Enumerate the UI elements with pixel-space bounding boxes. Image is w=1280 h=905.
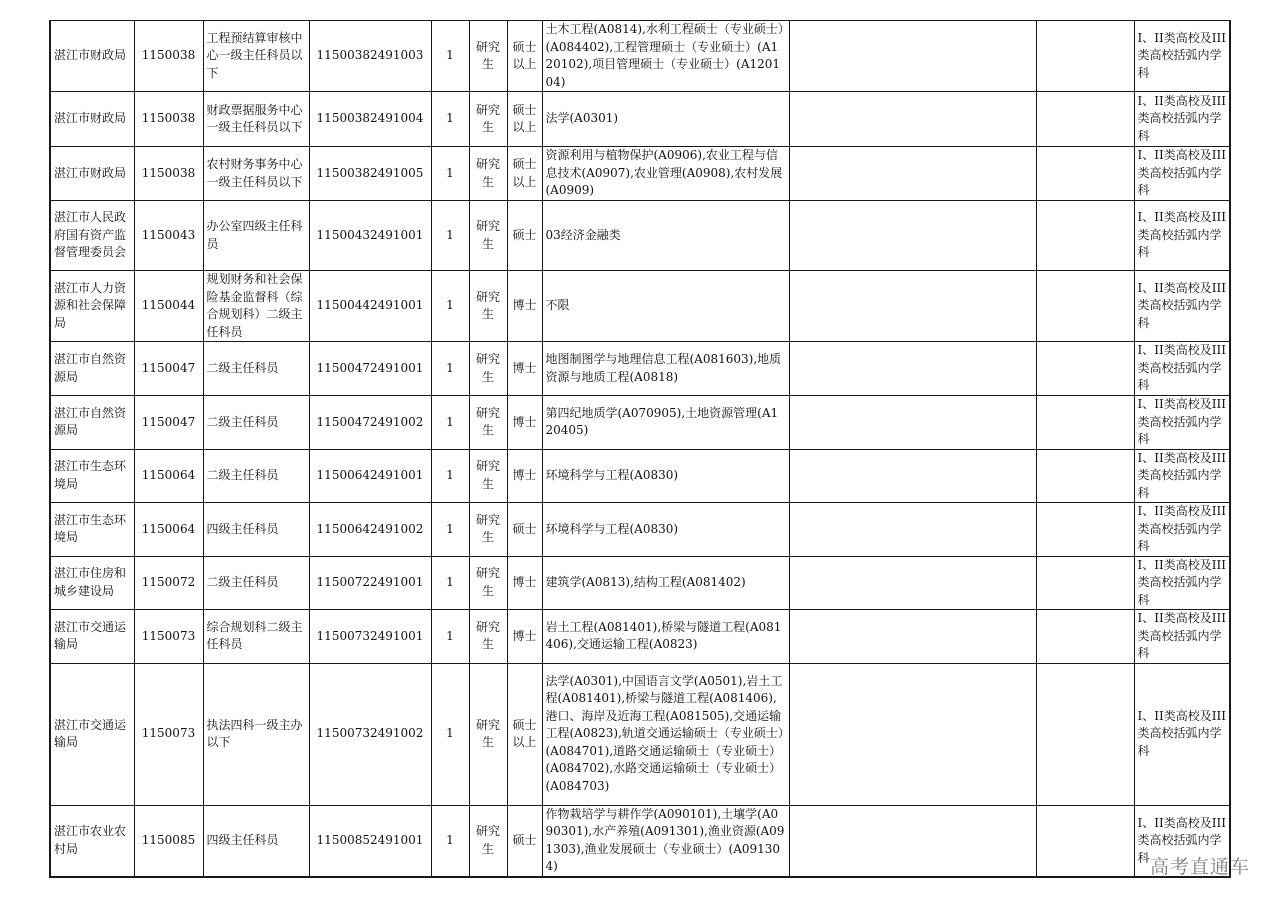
education-cell: 研究生 [469,92,507,147]
degree-cell: 博士 [507,271,542,342]
school-category-cell: I、II类高校及III类高校括弧内学科 [1134,805,1230,877]
school-category-cell: I、II类高校及III类高校括弧内学科 [1134,449,1230,503]
hire-count-cell: 1 [431,201,469,271]
post-code-cell: 11500382491005 [309,147,431,201]
school-category-cell: I、II类高校及III类高校括弧内学科 [1134,503,1230,557]
school-category-cell: I、II类高校及III类高校括弧内学科 [1134,201,1230,271]
post-code-cell: 11500642491002 [309,503,431,557]
extra-cell [1036,805,1134,877]
table-row [50,449,1230,503]
unit-code-cell: 1150043 [134,201,203,271]
post-code-cell: 11500732491001 [309,610,431,664]
department-cell: 湛江市农业农村局 [50,805,134,877]
department-cell: 湛江市财政局 [50,92,134,147]
major-cell: 第四纪地质学(A070905),土地资源管理(A120405) [542,396,789,450]
education-cell: 研究生 [469,147,507,201]
extra-cell [1036,503,1134,557]
post-code-cell: 11500642491001 [309,449,431,503]
position-cell: 二级主任科员 [203,342,309,396]
watermark-text: 高考直通车 [1149,856,1250,878]
unit-code-cell: 1150073 [134,663,203,805]
degree-cell: 博士 [507,396,542,450]
degree-cell: 硕士 [507,503,542,557]
table-row [50,805,1230,877]
extra-cell [1036,556,1134,610]
position-cell: 工程预结算审核中心一级主任科员以下 [203,21,309,92]
unit-code-cell: 1150072 [134,556,203,610]
department-cell: 湛江市交通运输局 [50,663,134,805]
education-cell: 研究生 [469,663,507,805]
position-cell: 综合规划科二级主任科员 [203,610,309,664]
table-row [50,396,1230,450]
position-cell: 财政票据服务中心一级主任科员以下 [203,92,309,147]
hire-count-cell: 1 [431,503,469,557]
table-row [50,21,1230,92]
school-category-cell: I、II类高校及III类高校括弧内学科 [1134,92,1230,147]
school-category-cell: I、II类高校及III类高校括弧内学科 [1134,610,1230,664]
education-cell: 研究生 [469,342,507,396]
position-cell: 二级主任科员 [203,396,309,450]
major-cell: 环境科学与工程(A0830) [542,503,789,557]
major-cell: 作物栽培学与耕作学(A090101),土壤学(A090301),水产养殖(A091301),渔业资源(A091303),渔业发展硕士（专业硕士）(A091304) [542,805,789,877]
degree-cell: 硕士以上 [507,92,542,147]
other-requirement-cell [789,396,1036,450]
unit-code-cell: 1150064 [134,503,203,557]
unit-code-cell: 1150038 [134,21,203,92]
degree-cell: 硕士以上 [507,663,542,805]
education-cell: 研究生 [469,805,507,877]
extra-cell [1036,92,1134,147]
department-cell: 湛江市自然资源局 [50,342,134,396]
hire-count-cell: 1 [431,449,469,503]
position-cell: 规划财务和社会保险基金监督科（综合规划科）二级主任科员 [203,271,309,342]
other-requirement-cell [789,449,1036,503]
school-category-cell: I、II类高校及III类高校括弧内学科 [1134,663,1230,805]
degree-cell: 博士 [507,556,542,610]
department-cell: 湛江市人民政府国有资产监督管理委员会 [50,201,134,271]
table-row [50,271,1230,342]
unit-code-cell: 1150085 [134,805,203,877]
education-cell: 研究生 [469,449,507,503]
hire-count-cell: 1 [431,342,469,396]
position-cell: 四级主任科员 [203,503,309,557]
extra-cell [1036,449,1134,503]
extra-cell [1036,271,1134,342]
major-cell: 环境科学与工程(A0830) [542,449,789,503]
hire-count-cell: 1 [431,610,469,664]
degree-cell: 硕士以上 [507,147,542,201]
extra-cell [1036,396,1134,450]
other-requirement-cell [789,503,1036,557]
table-row [50,610,1230,664]
major-cell: 不限 [542,271,789,342]
position-cell: 执法四科一级主办以下 [203,663,309,805]
table-row [50,556,1230,610]
other-requirement-cell [789,92,1036,147]
major-cell: 岩土工程(A081401),桥梁与隧道工程(A081406),交通运输工程(A0823) [542,610,789,664]
education-cell: 研究生 [469,610,507,664]
major-cell: 地图制图学与地理信息工程(A081603),地质资源与地质工程(A0818) [542,342,789,396]
post-code-cell: 11500472491002 [309,396,431,450]
hire-count-cell: 1 [431,805,469,877]
unit-code-cell: 1150047 [134,342,203,396]
post-code-cell: 11500442491001 [309,271,431,342]
position-cell: 二级主任科员 [203,449,309,503]
hire-count-cell: 1 [431,92,469,147]
unit-code-cell: 1150064 [134,449,203,503]
extra-cell [1036,610,1134,664]
hire-count-cell: 1 [431,21,469,92]
unit-code-cell: 1150073 [134,610,203,664]
hire-count-cell: 1 [431,663,469,805]
table-row [50,92,1230,147]
position-cell: 四级主任科员 [203,805,309,877]
extra-cell [1036,201,1134,271]
unit-code-cell: 1150047 [134,396,203,450]
unit-code-cell: 1150044 [134,271,203,342]
hire-count-cell: 1 [431,147,469,201]
degree-cell: 硕士以上 [507,21,542,92]
education-cell: 研究生 [469,503,507,557]
table-row [50,503,1230,557]
other-requirement-cell [789,147,1036,201]
post-code-cell: 11500382491003 [309,21,431,92]
table-row [50,342,1230,396]
education-cell: 研究生 [469,21,507,92]
degree-cell: 博士 [507,610,542,664]
unit-code-cell: 1150038 [134,92,203,147]
post-code-cell: 11500722491001 [309,556,431,610]
other-requirement-cell [789,342,1036,396]
other-requirement-cell [789,805,1036,877]
major-cell: 土木工程(A0814),水利工程硕士（专业硕士）(A084402),工程管理硕士（专业硕士）(A120102),项目管理硕士（专业硕士）(A120104) [542,21,789,92]
other-requirement-cell [789,663,1036,805]
other-requirement-cell [789,610,1036,664]
degree-cell: 硕士 [507,805,542,877]
school-category-cell: I、II类高校及III类高校括弧内学科 [1134,396,1230,450]
degree-cell: 博士 [507,342,542,396]
major-cell: 03经济金融类 [542,201,789,271]
department-cell: 湛江市生态环境局 [50,449,134,503]
school-category-cell: I、II类高校及III类高校括弧内学科 [1134,147,1230,201]
degree-cell: 博士 [507,449,542,503]
department-cell: 湛江市交通运输局 [50,610,134,664]
post-code-cell: 11500472491001 [309,342,431,396]
department-cell: 湛江市住房和城乡建设局 [50,556,134,610]
hire-count-cell: 1 [431,271,469,342]
department-cell: 湛江市财政局 [50,147,134,201]
major-cell: 资源利用与植物保护(A0906),农业工程与信息技术(A0907),农业管理(A0908),农村发展(A0909) [542,147,789,201]
other-requirement-cell [789,271,1036,342]
extra-cell [1036,147,1134,201]
unit-code-cell: 1150038 [134,147,203,201]
major-cell: 法学(A0301),中国语言文学(A0501),岩土工程(A081401),桥梁与隧道工程(A081406),港口、海岸及近海工程(A081505),交通运输工程(A0823),轨道交通运输硕士（专业硕士）(A084701),道路交通运输硕士（专业硕士）(A084702),水路交通运输硕士（专业硕士）(A084703) [542,663,789,805]
post-code-cell: 11500852491001 [309,805,431,877]
other-requirement-cell [789,201,1036,271]
table-row [50,201,1230,271]
major-cell: 法学(A0301) [542,92,789,147]
degree-cell: 硕士 [507,201,542,271]
post-code-cell: 11500432491001 [309,201,431,271]
post-code-cell: 11500382491004 [309,92,431,147]
table-row [50,147,1230,201]
table-row [50,663,1230,805]
recruitment-table [49,20,1231,878]
school-category-cell: I、II类高校及III类高校括弧内学科 [1134,21,1230,92]
hire-count-cell: 1 [431,556,469,610]
other-requirement-cell [789,21,1036,92]
school-category-cell: I、II类高校及III类高校括弧内学科 [1134,271,1230,342]
department-cell: 湛江市人力资源和社会保障局 [50,271,134,342]
hire-count-cell: 1 [431,396,469,450]
post-code-cell: 11500732491002 [309,663,431,805]
education-cell: 研究生 [469,396,507,450]
department-cell: 湛江市自然资源局 [50,396,134,450]
other-requirement-cell [789,556,1036,610]
school-category-cell: I、II类高校及III类高校括弧内学科 [1134,342,1230,396]
position-cell: 农村财务事务中心一级主任科员以下 [203,147,309,201]
position-cell: 二级主任科员 [203,556,309,610]
school-category-cell: I、II类高校及III类高校括弧内学科 [1134,556,1230,610]
extra-cell [1036,663,1134,805]
major-cell: 建筑学(A0813),结构工程(A081402) [542,556,789,610]
extra-cell [1036,21,1134,92]
education-cell: 研究生 [469,201,507,271]
department-cell: 湛江市生态环境局 [50,503,134,557]
extra-cell [1036,342,1134,396]
education-cell: 研究生 [469,556,507,610]
position-cell: 办公室四级主任科员 [203,201,309,271]
education-cell: 研究生 [469,271,507,342]
department-cell: 湛江市财政局 [50,21,134,92]
